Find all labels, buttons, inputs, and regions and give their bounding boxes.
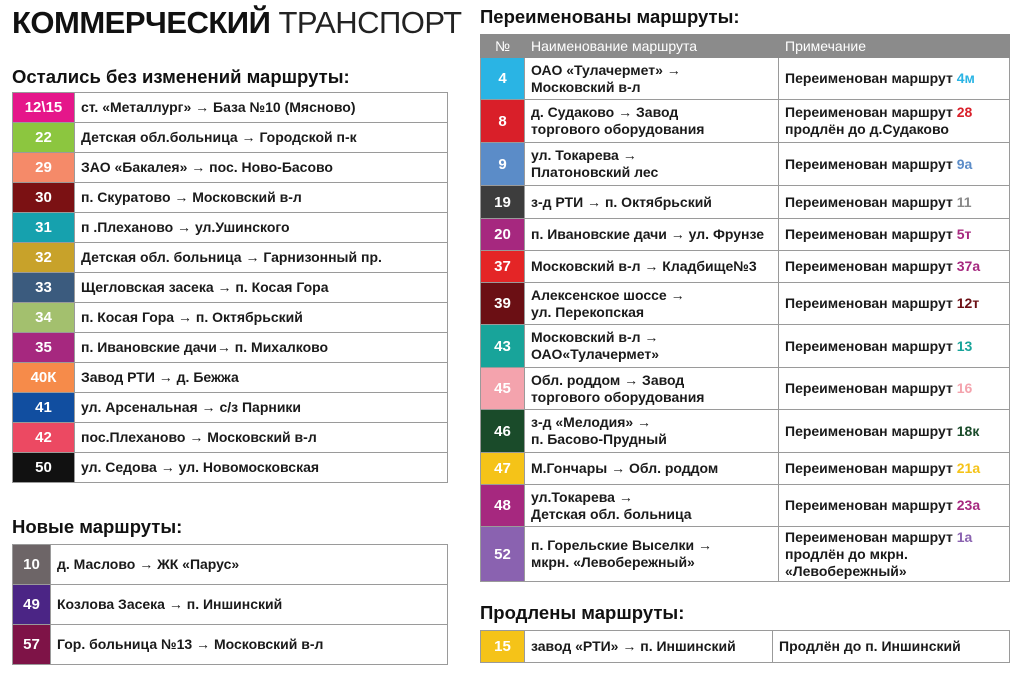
- route-note: [779, 527, 1010, 582]
- route-number-badge: 39: [481, 283, 525, 325]
- route-name-line: Московский в-л →: [531, 329, 659, 345]
- table-row: [13, 545, 448, 585]
- route-number-badge: 49: [13, 585, 51, 625]
- table-row: [481, 58, 1010, 100]
- renamed-header-row: [481, 35, 1010, 58]
- new-route-number: 16: [956, 380, 973, 396]
- page-title: [12, 4, 462, 42]
- route-name: [525, 325, 779, 368]
- route-name-line: д. Судаково → Завод: [531, 104, 679, 120]
- route-number-badge: 40К: [13, 363, 75, 393]
- route-name: [525, 453, 779, 485]
- route-name-line: Обл. роддом → Завод: [531, 371, 685, 388]
- route-name: ул. Арсенальная → с/з Парники: [75, 393, 448, 423]
- route-note: [779, 100, 1010, 143]
- route-name: ст. «Металлург» → База №10 (Мясново): [75, 93, 448, 123]
- new-route-number: 13: [956, 337, 973, 354]
- extended-table: [480, 630, 1010, 663]
- new-routes-heading: Новые маршруты:: [12, 516, 183, 537]
- route-name-line: п. Басово-Прудный: [531, 431, 667, 447]
- note-text: Переименован маршрут: [785, 226, 953, 242]
- table-row: [481, 527, 1010, 582]
- table-row: [481, 368, 1010, 410]
- note-extra-line: «Левобережный»: [785, 562, 907, 579]
- table-row: [13, 453, 448, 483]
- route-name: [525, 410, 779, 453]
- route-name: Завод РТИ → д. Бежжа: [75, 363, 448, 393]
- new-route-number: 37а: [956, 258, 981, 274]
- route-note: Продлён до п. Иншинский: [773, 631, 1010, 663]
- route-name-line: Платоновский лес: [531, 164, 659, 180]
- note-text: Переименован маршрут: [785, 528, 953, 545]
- table-row: [13, 423, 448, 453]
- route-name: Козлова Засека → п. Иншинский: [51, 585, 448, 625]
- route-name-line: з-д РТИ → п. Октябрьский: [531, 193, 712, 210]
- route-note: [779, 453, 1010, 485]
- route-name: [525, 100, 779, 143]
- route-name-line: ул. Перекопская: [531, 303, 645, 320]
- table-row: [481, 251, 1010, 283]
- route-number-badge: 35: [13, 333, 75, 363]
- route-note: [779, 186, 1010, 219]
- note-text: Переименован маршрут: [785, 70, 953, 86]
- route-number-badge: 9: [481, 143, 525, 186]
- table-row: [13, 213, 448, 243]
- route-number-badge: 33: [13, 273, 75, 303]
- note-text: Переименован маршрут: [785, 422, 953, 439]
- unchanged-table: [12, 92, 448, 483]
- new-route-number: 28: [956, 104, 973, 120]
- table-row: [13, 585, 448, 625]
- route-number-badge: 20: [481, 219, 525, 251]
- table-row: [481, 186, 1010, 219]
- route-note: [779, 283, 1010, 325]
- table-row: [481, 219, 1010, 251]
- route-number-badge: 31: [13, 213, 75, 243]
- table-row: [481, 283, 1010, 325]
- table-row: [13, 243, 448, 273]
- route-name: п. Ивановские дачи→ п. Михалково: [75, 333, 448, 363]
- route-name: [525, 186, 779, 219]
- route-name-line: ул.Токарева →: [531, 488, 633, 505]
- route-name-line: Алексенское шоссе →: [531, 286, 685, 303]
- table-row: [13, 93, 448, 123]
- col-note: Примечание: [779, 35, 1010, 58]
- route-number-badge: 50: [13, 453, 75, 483]
- note-text: Переименован маршрут: [785, 337, 953, 354]
- route-name: п. Скуратово → Московский в-л: [75, 183, 448, 213]
- route-number-badge: 30: [13, 183, 75, 213]
- route-number-badge: 52: [481, 527, 525, 582]
- route-name: [525, 251, 779, 283]
- route-name: завод «РТИ» → п. Иншинский: [525, 631, 773, 663]
- route-name-line: мкрн. «Левобережный»: [531, 554, 695, 570]
- table-row: [13, 333, 448, 363]
- route-number-badge: 19: [481, 186, 525, 219]
- note-text: Переименован маршрут: [785, 193, 953, 210]
- route-name: п .Плеханово → ул.Ушинского: [75, 213, 448, 243]
- route-name: [525, 485, 779, 527]
- route-number-badge: 12\15: [13, 93, 75, 123]
- route-note: [779, 58, 1010, 100]
- route-number-badge: 43: [481, 325, 525, 368]
- table-row: [481, 631, 1010, 663]
- extended-heading: Продлены маршруты:: [480, 602, 685, 623]
- route-number-badge: 45: [481, 368, 525, 410]
- table-row: [481, 143, 1010, 186]
- route-name-line: ОАО «Тулачермет» →: [531, 61, 681, 78]
- table-row: [13, 153, 448, 183]
- route-name: Щегловская засека → п. Косая Гора: [75, 273, 448, 303]
- route-note: [779, 325, 1010, 368]
- route-number-badge: 41: [13, 393, 75, 423]
- col-route-name: Наименование маршрута: [525, 35, 779, 58]
- table-row: [13, 183, 448, 213]
- route-name-line: торгового оборудования: [531, 388, 705, 405]
- route-name-line: п. Ивановские дачи → ул. Фрунзе: [531, 226, 765, 242]
- route-name: Гор. больница №13 → Московский в-л: [51, 625, 448, 665]
- col-number: №: [481, 35, 525, 58]
- route-number-badge: 37: [481, 251, 525, 283]
- route-name: [525, 283, 779, 325]
- route-number-badge: 34: [13, 303, 75, 333]
- route-number-badge: 10: [13, 545, 51, 585]
- new-route-number: 4м: [956, 70, 975, 86]
- route-number-badge: 57: [13, 625, 51, 665]
- route-name-line: Московский в-л: [531, 78, 641, 95]
- note-extra-line: продлён до мкрн.: [785, 545, 908, 562]
- new-routes-table: [12, 544, 448, 665]
- new-route-number: 5т: [956, 226, 972, 242]
- route-number-badge: 47: [481, 453, 525, 485]
- note-extra-line: продлён до д.Судаково: [785, 121, 949, 137]
- route-name: ул. Седова → ул. Новомосковская: [75, 453, 448, 483]
- route-name-line: Детская обл. больница: [531, 505, 692, 522]
- table-row: [481, 100, 1010, 143]
- route-name: Детская обл.больница → Городской п-к: [75, 123, 448, 153]
- note-text: Переименован маршрут: [785, 380, 953, 396]
- note-text: Переименован маршрут: [785, 104, 953, 120]
- route-name: д. Маслово → ЖК «Парус»: [51, 545, 448, 585]
- table-row: [13, 363, 448, 393]
- route-note: [779, 143, 1010, 186]
- route-name: [525, 527, 779, 582]
- table-row: [13, 303, 448, 333]
- note-text: Переименован маршрут: [785, 258, 953, 274]
- route-name-line: М.Гончары → Обл. роддом: [531, 460, 719, 476]
- route-number-badge: 4: [481, 58, 525, 100]
- route-number-badge: 46: [481, 410, 525, 453]
- new-route-number: 12т: [956, 295, 980, 311]
- table-row: [13, 123, 448, 153]
- title-bold: КОММЕРЧЕСКИЙ: [12, 5, 271, 40]
- note-text: Переименован маршрут: [785, 155, 953, 172]
- title-light: ТРАНСПОРТ: [278, 5, 462, 40]
- table-row: [481, 485, 1010, 527]
- route-name-line: ул. Токарева →: [531, 147, 637, 163]
- renamed-heading: Переименованы маршруты:: [480, 6, 740, 27]
- route-number-badge: 32: [13, 243, 75, 273]
- route-name: п. Косая Гора → п. Октябрьский: [75, 303, 448, 333]
- route-name: [525, 368, 779, 410]
- new-route-number: 18к: [956, 422, 980, 439]
- route-name: Детская обл. больница → Гарнизонный пр.: [75, 243, 448, 273]
- note-text: Переименован маршрут: [785, 460, 953, 476]
- route-name-line: Московский в-л → Кладбище№3: [531, 258, 757, 274]
- route-number-badge: 29: [13, 153, 75, 183]
- table-row: [481, 453, 1010, 485]
- table-row: [13, 625, 448, 665]
- route-name-line: п. Горельские Выселки →: [531, 537, 712, 553]
- route-note: [779, 251, 1010, 283]
- route-name: [525, 219, 779, 251]
- table-row: [481, 410, 1010, 453]
- new-route-number: 23а: [956, 497, 981, 513]
- route-note: [779, 485, 1010, 527]
- route-number-badge: 15: [481, 631, 525, 663]
- route-name: [525, 58, 779, 100]
- note-text: Переименован маршрут: [785, 295, 953, 311]
- route-number-badge: 8: [481, 100, 525, 143]
- route-name: [525, 143, 779, 186]
- route-note: [779, 219, 1010, 251]
- note-text: Переименован маршрут: [785, 497, 953, 513]
- table-row: [481, 325, 1010, 368]
- route-name-line: ОАО«Тулачермет»: [531, 346, 659, 362]
- route-note: [779, 410, 1010, 453]
- route-name-line: з-д «Мелодия» →: [531, 414, 652, 430]
- unchanged-heading: Остались без изменений маршруты:: [12, 66, 350, 87]
- new-route-number: 11: [956, 193, 972, 210]
- route-number-badge: 42: [13, 423, 75, 453]
- route-number-badge: 48: [481, 485, 525, 527]
- route-note: [779, 368, 1010, 410]
- table-row: [13, 273, 448, 303]
- route-name-line: торгового оборудования: [531, 121, 705, 137]
- new-route-number: 9а: [956, 155, 973, 172]
- new-route-number: 1а: [956, 528, 973, 545]
- route-name: пос.Плеханово → Московский в-л: [75, 423, 448, 453]
- new-route-number: 21а: [956, 460, 981, 476]
- route-name: ЗАО «Бакалея» → пос. Ново-Басово: [75, 153, 448, 183]
- renamed-table: [480, 34, 1010, 582]
- table-row: [13, 393, 448, 423]
- route-number-badge: 22: [13, 123, 75, 153]
